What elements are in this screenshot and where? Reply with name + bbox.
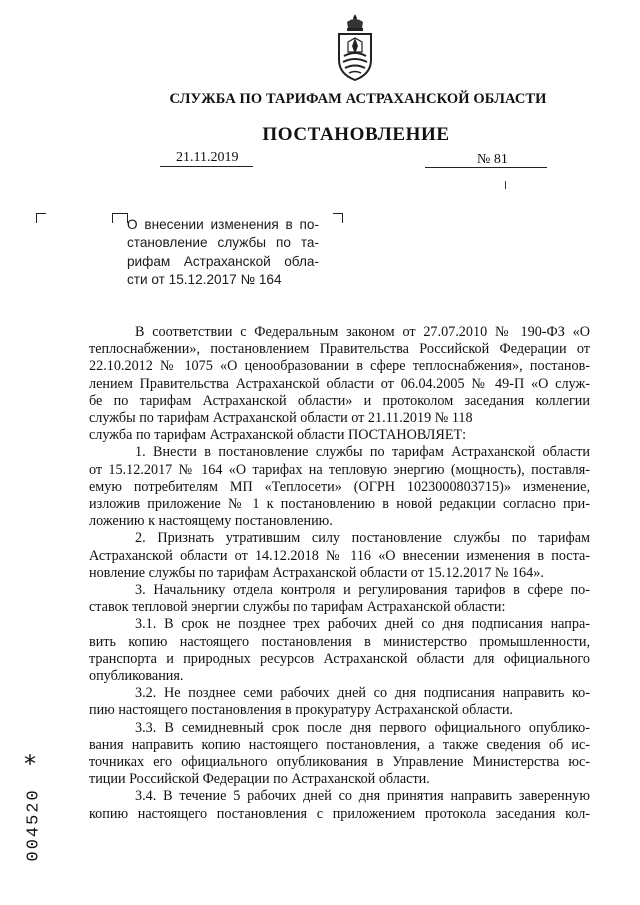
body-line: бе по тарифам Астраханской области» и протоколом заседания коллегии xyxy=(89,392,590,409)
body-line: точниках его официального опубликования в Управление Министерства юс- xyxy=(89,754,590,771)
body-line: 3. Начальнику отдела контроля и регулирования тарифов в сфере по- xyxy=(135,582,590,599)
registration-stamp xyxy=(20,750,50,862)
body-line: изложив приложение № 1 к постановлению в новой редакции согласно при- xyxy=(89,496,590,513)
body-line: от 15.12.2017 № 164 «О тарифах на тепловую энергию (мощность), поставля- xyxy=(89,461,590,478)
body-line: 3.3. В семидневный срок после дня первого официального опублико- xyxy=(135,719,590,736)
subject-line: сти от 15.12.2017 № 164 xyxy=(127,271,282,287)
body-line: 1. Внести в постановление службы по тарифам Астраханской области xyxy=(135,444,590,461)
body-line: новление службы по тарифам Астраханской области от 15.12.2017 № 164». xyxy=(89,564,544,581)
bracket-corner xyxy=(36,213,46,223)
subject-line: становление службы по та- xyxy=(127,235,319,251)
body-line: вания направить копию настоящего постановления, а также сведения об ис- xyxy=(89,736,590,753)
subject-line: О внесении изменения в по- xyxy=(127,217,319,232)
document-number: № 81 xyxy=(425,152,547,168)
stamp-mark: * xyxy=(24,750,36,778)
body-line: Астраханской области от 14.12.2018 № 116 «О внесении изменения в поста- xyxy=(89,547,590,564)
body-line: емую потребителям МП «Теплосети» (ОГРН 1023000803715)» изменение, xyxy=(89,478,590,495)
body-line: транспорта и природных ресурсов Астраханской области для официального xyxy=(89,650,590,667)
body-line: службы по тарифам Астраханской области от 21.11.2019 № 118 xyxy=(89,410,473,427)
bracket-corner xyxy=(333,213,343,223)
document-date: 21.11.2019 xyxy=(160,150,253,167)
body-line: служба по тарифам Астраханской области ПОСТАНОВЛЯЕТ: xyxy=(89,427,467,444)
body-line: 3.4. В течение 5 рабочих дней со дня принятия направить заверенную xyxy=(135,788,590,805)
body-line: 2. Признать утратившим силу постановление службы по тарифам xyxy=(135,530,590,547)
body-line: копию настоящего постановления с приложением протокола заседания кол- xyxy=(89,805,590,822)
agency-name: СЛУЖБА ПО ТАРИФАМ АСТРАХАНСКОЙ ОБЛАСТИ xyxy=(169,91,547,107)
body-line: опубликования. xyxy=(89,668,184,685)
document-subject xyxy=(127,216,319,289)
body-line: лением Правительства Астраханской области от 06.04.2005 № 49-П «О служ- xyxy=(89,375,590,392)
body-line: 3.1. В срок не позднее трех рабочих дней со дня подписания напра- xyxy=(135,616,590,633)
body-line: вить копию настоящего постановления в министерство промышленности, xyxy=(89,633,590,650)
margin-tick xyxy=(505,181,506,189)
body-line: 3.2. Не позднее семи рабочих дней со дня подписания направить ко- xyxy=(135,685,590,702)
body-line: 22.10.2012 № 1075 «О ценообразовании в сфере теплоснабжения», постанов- xyxy=(89,358,590,375)
body-line: ложению к настоящему постановлению. xyxy=(89,513,333,530)
body-line: тиции Российской Федерации по Астраханской области. xyxy=(89,771,430,788)
document-title: ПОСТАНОВЛЕНИЕ xyxy=(262,124,450,145)
subject-line: рифам Астраханской обла- xyxy=(127,253,319,269)
body-line: пию настоящего постановления в прокуратуру Астраханской области. xyxy=(89,702,513,719)
body-line: теплоснабжении», постановлением Правительства Российской Федерации от xyxy=(89,341,590,358)
coat-of-arms-icon xyxy=(334,12,376,84)
body-line: В соответствии с Федеральным законом от 27.07.2010 № 190-ФЗ «О xyxy=(135,324,590,340)
body-line: ставок тепловой энергии службы по тарифам Астраханской области: xyxy=(89,599,506,616)
document-body xyxy=(89,324,590,823)
stamp-serial: 004520 xyxy=(24,788,44,862)
